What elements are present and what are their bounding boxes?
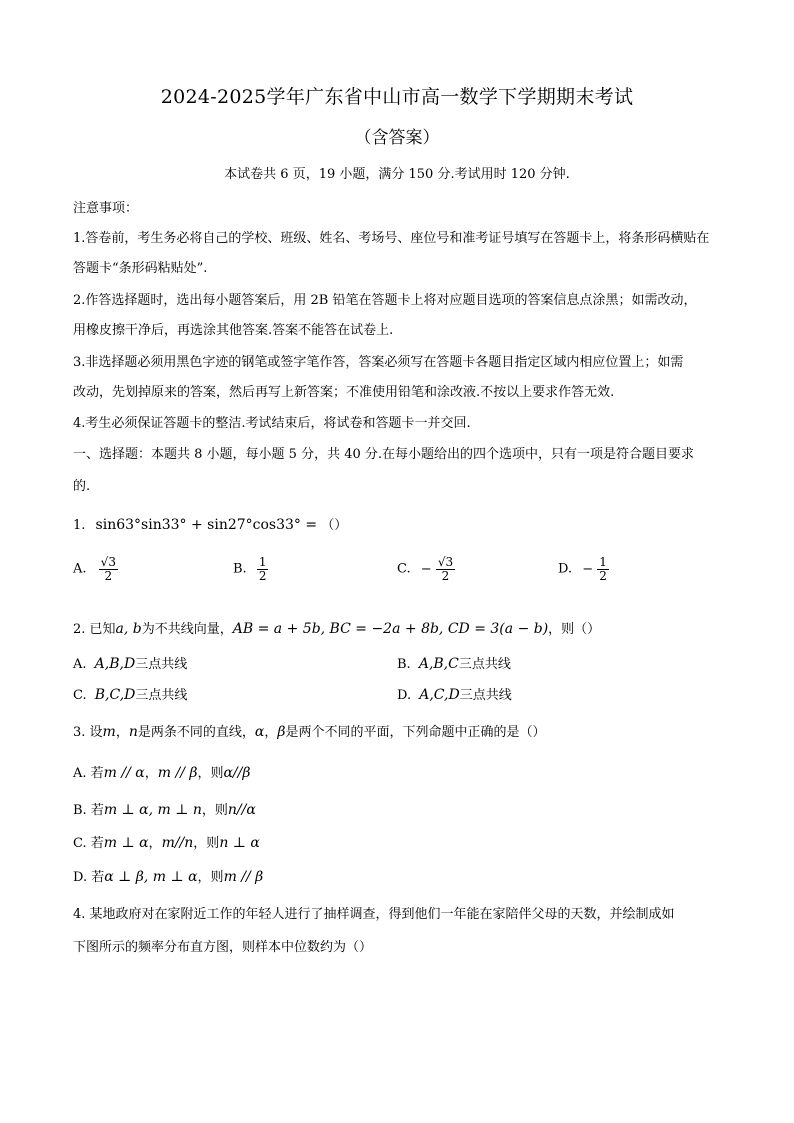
question-number: 1. [73, 518, 86, 533]
option-label: D. [558, 561, 573, 577]
option-text: ， [148, 836, 162, 851]
question-1 [73, 516, 733, 535]
q3-text: 是两条不同的直线， [137, 725, 255, 740]
fraction-denominator: 2 [104, 568, 113, 583]
option-label: B. [397, 657, 411, 672]
q2-suffix: ，则（） [548, 622, 601, 637]
q1-expression: sin63°sin33° + sin27°cos33° = [95, 517, 318, 533]
note-line: 改动，先划掉原来的答案，然后再写上新答案；不准使用铅笔和涂改液.不按以上要求作答无效. [73, 385, 615, 400]
option-label: D. [397, 688, 412, 703]
option-label: C. 若 [73, 836, 104, 851]
note-line: 4.考生必须保证答题卡的整洁.考试结束后，将试卷和答题卡一并交回. [73, 416, 471, 431]
option-text: ，则 [197, 766, 224, 781]
note-line: 用橡皮擦干净后，再选涂其他答案.答案不能答在试卷上. [73, 323, 394, 338]
q3-text: ， [264, 725, 278, 740]
option-math: α ⊥ β, m ⊥ α [104, 869, 198, 885]
option-math: m ⊥ α [103, 835, 149, 851]
option-text: ， [144, 766, 158, 781]
option-text: 三点共线 [135, 657, 188, 672]
option-label: B. 若 [73, 803, 104, 818]
page-title: 2024-2025学年广东省中山市高一数学下学期期末考试 [160, 86, 634, 108]
option-label: D. 若 [73, 870, 105, 885]
option-math: n//α [227, 802, 256, 818]
q3-option-b [73, 801, 733, 820]
q2-option-d [397, 686, 512, 705]
option-label: A. [73, 561, 87, 577]
q2-prefix: 2. 已知 [73, 622, 116, 637]
q2-option-b [397, 655, 511, 674]
q3-var-alpha: α [254, 724, 265, 740]
q2-option-c [73, 686, 187, 705]
q3-var-n: n [128, 724, 138, 740]
option-label: B. [233, 561, 247, 577]
option-points: A,B,D [94, 656, 136, 672]
option-math: m // α [103, 765, 145, 781]
option-text: ，则 [193, 836, 220, 851]
notes-heading: 注意事项： [73, 201, 139, 216]
q3-option-a [73, 764, 733, 783]
q3-option-d [73, 868, 733, 887]
q3-var-m: m [102, 724, 116, 740]
q1-option-a [73, 556, 118, 582]
note-line: 2.作答选择题时，选出每小题答案后，用 2B 铅笔在答题卡上将对应题目选项的答案信息点涂黑；如需改动， [73, 293, 697, 308]
question-2 [73, 620, 733, 639]
option-label: A. 若 [73, 766, 104, 781]
option-points: A,C,D [419, 687, 460, 703]
q3-option-c [73, 834, 733, 853]
option-text: 三点共线 [135, 688, 188, 703]
note-line: 1.答卷前，考生务必将自己的学校、班级、姓名、考场号、座位号和准考证号填写在答题卡上，将条形码横贴在 [73, 231, 710, 246]
option-fraction [99, 556, 118, 582]
answer-blank: （） [321, 518, 348, 533]
question-3 [73, 723, 733, 742]
option-points: A,B,C [418, 656, 459, 672]
fraction-numerator: √3 [437, 555, 454, 569]
q2-option-a [73, 655, 187, 674]
exam-info: 本试卷共 6 页，19 小题，满分 150 分.考试用时 120 分钟. [224, 167, 570, 182]
option-sign: − [582, 561, 594, 577]
section-heading-cont: 的. [73, 479, 91, 494]
option-label: A. [73, 657, 87, 672]
note-line: 3.非选择题必须用黑色字迹的钢笔或签字笔作答，答案必须写在答题卡各题目指定区域内相应位置上；如需 [73, 355, 684, 370]
q3-text: ， [115, 725, 129, 740]
option-fraction [257, 556, 269, 582]
q1-option-c [397, 556, 455, 582]
fraction-numerator: √3 [100, 555, 116, 569]
option-math: m ⊥ α, m ⊥ n [103, 802, 202, 818]
option-text: 三点共线 [459, 688, 512, 703]
option-points: B,C,D [94, 687, 136, 703]
option-text: ，则 [197, 870, 224, 885]
option-label: C. [73, 688, 87, 703]
note-line: 答题卡“条形码粘贴处”. [73, 261, 208, 276]
option-text: ，则 [201, 803, 228, 818]
q3-text: 是两个不同的平面，下列命题中正确的是（） [285, 725, 546, 740]
fraction-denominator: 2 [441, 568, 450, 583]
option-math: α//β [223, 765, 251, 781]
option-math: m // β [157, 765, 198, 781]
question-4-line2: 下图所示的频率分布直方图，则样本中位数约为（） [73, 940, 373, 955]
q2-vectors: a, b [115, 621, 142, 637]
option-math: m // β [223, 869, 264, 885]
q1-option-d [558, 556, 609, 582]
fraction-denominator: 2 [258, 568, 267, 583]
q3-text: 3. 设 [73, 725, 103, 740]
option-text: 三点共线 [458, 657, 511, 672]
fraction-numerator: 1 [599, 555, 607, 569]
q3-var-beta: β [277, 724, 286, 740]
q2-expression: AB = a + 5b, BC = −2a + 8b, CD = 3(a − b) [232, 621, 549, 637]
fraction-denominator: 2 [599, 568, 607, 583]
option-sign: − [420, 561, 432, 577]
option-fraction [436, 556, 455, 582]
option-label: C. [397, 561, 411, 577]
q1-option-b [233, 556, 268, 582]
option-math: m//n [161, 835, 194, 851]
question-4-line1: 4. 某地政府对在家附近工作的年轻人进行了抽样调查，得到他们一年能在家陪伴父母的天数，并绘制成如 [73, 907, 675, 922]
section-heading: 一、选择题：本题共 8 小题，每小题 5 分，共 40 分.在每小题给出的四个选项中，只有一项是符合题目要求 [73, 447, 695, 462]
page-subtitle: （含答案） [354, 128, 440, 148]
option-fraction [597, 556, 609, 582]
option-math: n ⊥ α [219, 835, 260, 851]
q2-mid: 为不共线向量， [141, 622, 233, 637]
fraction-numerator: 1 [258, 555, 267, 569]
